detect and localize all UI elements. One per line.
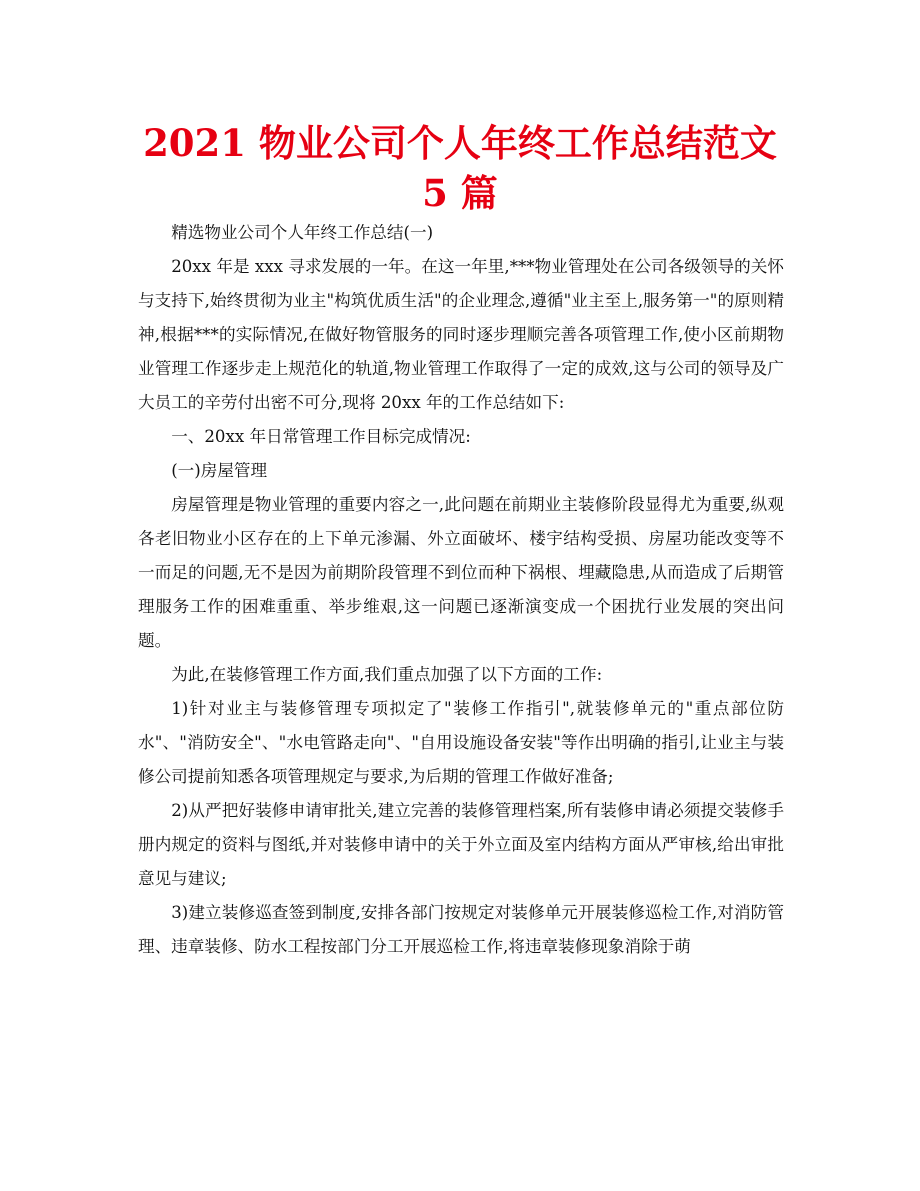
section-heading-1: 精选物业公司个人年终工作总结(一) <box>171 223 434 242</box>
section-heading-goals: 一、20xx 年日常管理工作目标完成情况: <box>171 427 471 446</box>
document-body <box>138 216 784 964</box>
subheading-housing: (一)房屋管理 <box>171 461 268 480</box>
document-title: 2021 物业公司个人年终工作总结范文 5 篇 <box>143 121 777 215</box>
list-item-3: 3)建立装修巡查签到制度,安排各部门按规定对装修单元开展装修巡检工作,对消防管理、违章装修、防水工程按部门分工开展巡检工作,将违章装修现象消除于萌 <box>138 903 784 956</box>
housing-paragraph: 房屋管理是物业管理的重要内容之一,此问题在前期业主装修阶段显得尤为重要,纵观各老旧物业小区存在的上下单元渗漏、外立面破坏、楼宇结构受损、房屋功能改变等不一而足的问题,无不是因为前期阶段管理不到位而种下祸根、埋藏隐患,从而造成了后期管理服务工作的困难重重、举步维艰,这一问题已逐渐演变成一个困扰行业发展的突出问题。 <box>138 495 784 650</box>
intro-paragraph: 20xx 年是 xxx 寻求发展的一年。在这一年里,***物业管理处在公司各级领导的关怀与支持下,始终贯彻为业主"构筑优质生活"的企业理念,遵循"业主至上,服务第一"的原则精神,根据***的实际情况,在做好物管服务的同时逐步理顺完善各项管理工作,使小区前期物业管理工作逐步走上规范化的轨道,物业管理工作取得了一定的成效,这与公司的领导及广大员工的辛劳付出密不可分,现将 20xx 年的工作总结如下: <box>138 257 784 412</box>
list-item-2: 2)从严把好装修申请审批关,建立完善的装修管理档案,所有装修申请必须提交装修手册内规定的资料与图纸,并对装修申请中的关于外立面及室内结构方面从严审核,给出审批意见与建议; <box>138 801 784 888</box>
renovation-intro: 为此,在装修管理工作方面,我们重点加强了以下方面的工作: <box>171 665 603 684</box>
list-item-1: 1)针对业主与装修管理专项拟定了"装修工作指引",就装修单元的"重点部位防水"、"消防安全"、"水电管路走向"、"自用设施设备安装"等作出明确的指引,让业主与装修公司提前知悉各项管理规定与要求,为后期的管理工作做好准备; <box>138 699 784 786</box>
